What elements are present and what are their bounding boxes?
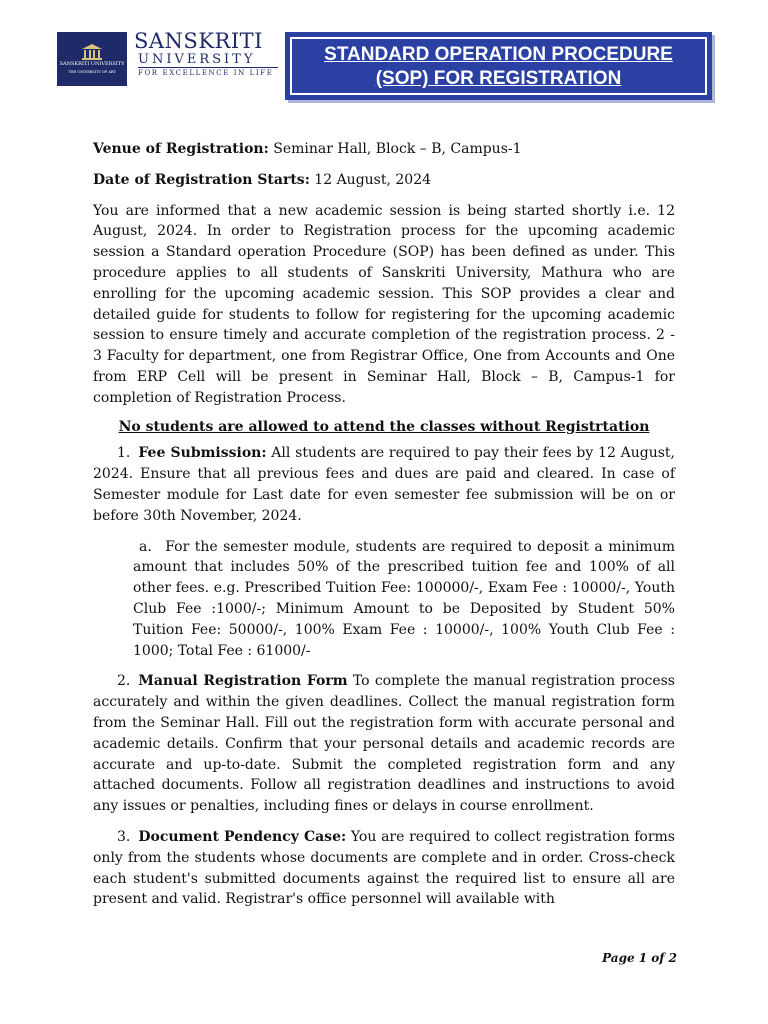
venue-line (93, 139, 675, 160)
date-value: 12 August, 2024 (309, 171, 432, 188)
item-title: Manual Registration Form (138, 673, 348, 690)
page-number: Page 1 of 2 (602, 951, 677, 965)
title-line-2: (SOP) FOR REGISTRATION (375, 68, 622, 89)
item-text: You are required to collect registration forms only from the students whose documents are complete and in order. Cross-check each student's submitted documents against the required list to ensure all are present and valid. Registrar's office personnel will available with (93, 828, 675, 908)
venue-value: Seminar Hall, Block – B, Campus-1 (268, 141, 522, 157)
list-item-manual-registration (93, 671, 675, 817)
item-number: 2. (117, 673, 131, 690)
item-title: Fee Submission: (138, 445, 267, 462)
university-tagline: FOR EXCELLENCE IN LIFE (138, 67, 278, 77)
date-line (93, 170, 675, 191)
date-label: Date of Registration Starts: (93, 171, 310, 188)
university-name: SANSKRITI (134, 29, 263, 53)
building-icon (81, 43, 103, 61)
notice-line: No students are allowed to attend the classes without Registrtation (118, 418, 650, 435)
university-subname: UNIVERSITY (138, 52, 256, 67)
logo-small-text: SANSKRITI UNIVERSITY (59, 61, 125, 68)
document-title-box (285, 32, 712, 100)
university-logo (57, 32, 127, 86)
document-body (93, 139, 675, 920)
venue-label: Venue of Registration: (93, 141, 269, 157)
list-item-fee-submission (93, 443, 675, 526)
item-number: 3. (117, 828, 131, 845)
university-wordmark (134, 30, 284, 77)
item-number: 1. (117, 445, 131, 462)
sub-item-semester-module (133, 537, 675, 662)
item-text: To complete the manual registration process accurately and within the given deadlines. Collect the manual registration form from the Seminar Hall. Fill out the registration form with accurate personal and academic details. Confirm that your personal details and academic records are accurate and up-to-date. Submit the completed registration form and any attached documents. Follow all registration deadlines and instructions to avoid any issues or penalties, including fines or delays in course enrollment. (93, 673, 675, 815)
list-item-document-pendency (93, 827, 675, 910)
title-line-1: STANDARD OPERATION PROCEDURE (324, 44, 673, 65)
intro-paragraph: You are informed that a new academic session is being started shortly i.e. 12 August, 2024. In order to Registration process for the upcoming academic session a Standard operation Procedure (SOP) has been defined as under. This procedure applies to all students of Sanskriti University, Mathura who are enrolling for the upcoming academic session. This SOP provides a clear and detailed guide for students to follow for registering for the upcoming academic session to ensure timely and accurate completion of the registration process. 2 - 3 Faculty for department, one from Registrar Office, One from Accounts and One from ERP Cell will be present in Seminar Hall, Block – B, Campus-1 for completion of Registration Process. (93, 202, 675, 406)
sub-item-number: a. (139, 538, 152, 555)
sub-item-text: For the semester module, students are required to deposit a minimum amount that includes 50% of the prescribed tuition fee and 100% of all other fees. e.g. Prescribed Tuition Fee: 100000/-, Exam Fee : 10000/-, Youth Club Fee :1000/-; Minimum Amount to be Deposited by Student 50% Tuition Fee: 50000/-, 100% Exam Fee : 10000/-, 100% Youth Club Fee : 1000; Total Fee : 61000/- (133, 538, 676, 659)
item-title: Document Pendency Case: (138, 828, 347, 845)
document-title (290, 37, 707, 95)
item-text: All students are required to pay their fees by 12 August, 2024. Ensure that all previous fees and dues are paid and cleared. In case of Semester module for Last date for even semester fee submission will be on or before 30th November, 2024. (93, 445, 676, 524)
logo-badge-text: THE UNIVERSITY OF ART (68, 70, 116, 75)
